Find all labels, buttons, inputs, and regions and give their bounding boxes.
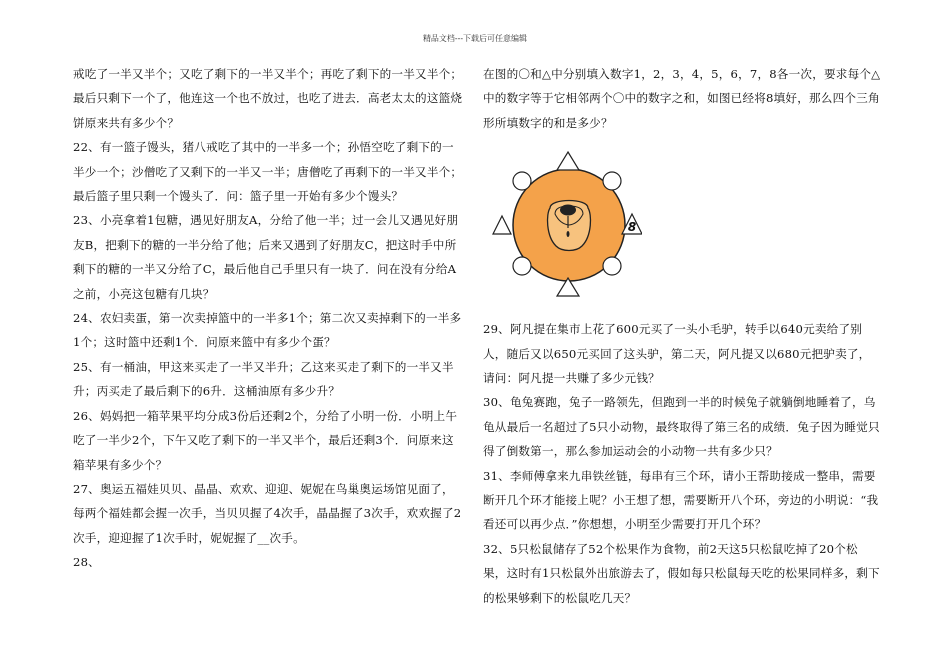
question-25: 25、有一桶油，甲这来买走了一半又半升；乙这来买走了剩下的一半又半升；丙买走了最后剩下的6升．这桶油原有多少升？ [73, 359, 454, 399]
question-29: 29、阿凡提在集市上花了600元买了一头小毛驴，转手以640元卖给了别人，随后又以650元买回了这头驴，第二天，阿凡提又以680元把驴卖了，请问：阿凡提一共赚了多少元钱？ [483, 322, 871, 386]
triangle-node-left [493, 216, 511, 234]
lion-mouth [567, 231, 570, 237]
right-column [483, 62, 881, 610]
lion-puzzle-figure [492, 150, 642, 300]
lion-face-illustration [492, 150, 642, 300]
question-26: 26、妈妈把一箱苹果平均分成3份后还剩2个，分给了小明一份．小明上午吃了一半少2个，下午又吃了剩下的一半又半个，最后还剩3个．问原来这箱苹果有多少个？ [73, 408, 458, 472]
question-22: 22、有一篮子馒头，猪八戒吃了其中的一半多一个；孙悟空吃了剩下的一半少一个；沙僧吃了又剩下的一半又一半；唐僧吃了再剩下的一半又半个；最后篮子里只剩一个馒头了．问：篮子里一开始有多少个馒头？ [73, 140, 463, 204]
question-32: 32、5只松鼠储存了52个松果作为食物，前2天这5只松鼠吃掉了20个松果，这时有1只松鼠外出旅游去了，假如每只松鼠每天吃的松果同样多，剩下的松果够剩下的松鼠吃几天？ [483, 541, 880, 605]
circle-node-bottom-right [603, 257, 621, 275]
question-23: 23、小亮拿着1包糖，遇见好朋友A，分给了他一半；过一会儿又遇见好朋友B，把剩下的糖的一半分给了他；后来又遇到了好朋友C，把这时手中所剩下的糖的一半又分给了C，最后他自己手里只有一块了．问在没有分给A之前，小亮这包糖有几块？ [73, 213, 459, 301]
question-27: 27、奥运五福娃贝贝、晶晶、欢欢、迎迎、妮妮在鸟巢奥运场馆见面了，每两个福娃都会握一次手，当贝贝握了4次手，晶晶握了3次手，欢欢握了2次手，迎迎握了1次手时，妮妮握了__次手。 [73, 481, 462, 545]
page-header: 精品文档---下载后可任意编辑 [422, 34, 528, 43]
question-24: 24、农妇卖蛋，第一次卖掉篮中的一半多1个；第二次又卖掉剩下的一半多1个；这时篮中还剩1个．问原来篮中有多少个蛋？ [73, 311, 462, 350]
filled-number: 8 [627, 220, 637, 234]
lion-nose [560, 205, 576, 216]
question-31: 31、李师傅拿来九串铁丝链，每串有三个环，请小王帮助接成一整串，需要断开几个环才能接上呢？小王想了想，需要断开八个环，旁边的小明说：“我看还可以再少点．”你想想，小明至少需要打开几个环？ [483, 468, 879, 532]
question-28-label: 28、 [73, 555, 100, 570]
circle-node-bottom-left [513, 257, 531, 275]
question-30: 30、龟兔赛跑，兔子一路领先，但跑到一半的时候兔子就躺倒地睡着了，乌龟从最后一名超过了5只小动物，最终取得了第三名的成绩．兔子因为睡觉只得了倒数第一，那么参加运动会的小动物一共有多少只？ [483, 395, 880, 459]
question-21-continued: 戒吃了一半又半个；又吃了剩下的一半又半个；再吃了剩下的一半又半个；最后只剩下一个了，他连这一个也不放过，也吃了进去．高老太太的这篮烧饼原来共有多少个？ [73, 67, 463, 130]
circle-node-top-left [513, 172, 531, 190]
left-column [73, 62, 465, 575]
question-28-text: 在图的〇和△中分别填入数字1，2，3，4，5，6，7，8各一次，要求每个△中的数字等于它相邻两个〇中的数字之和，如图已经将8填好，那么四个三角形所填数字的和是多少？ [483, 67, 881, 130]
circle-node-top-right [603, 172, 621, 190]
triangle-node-top [557, 152, 579, 170]
